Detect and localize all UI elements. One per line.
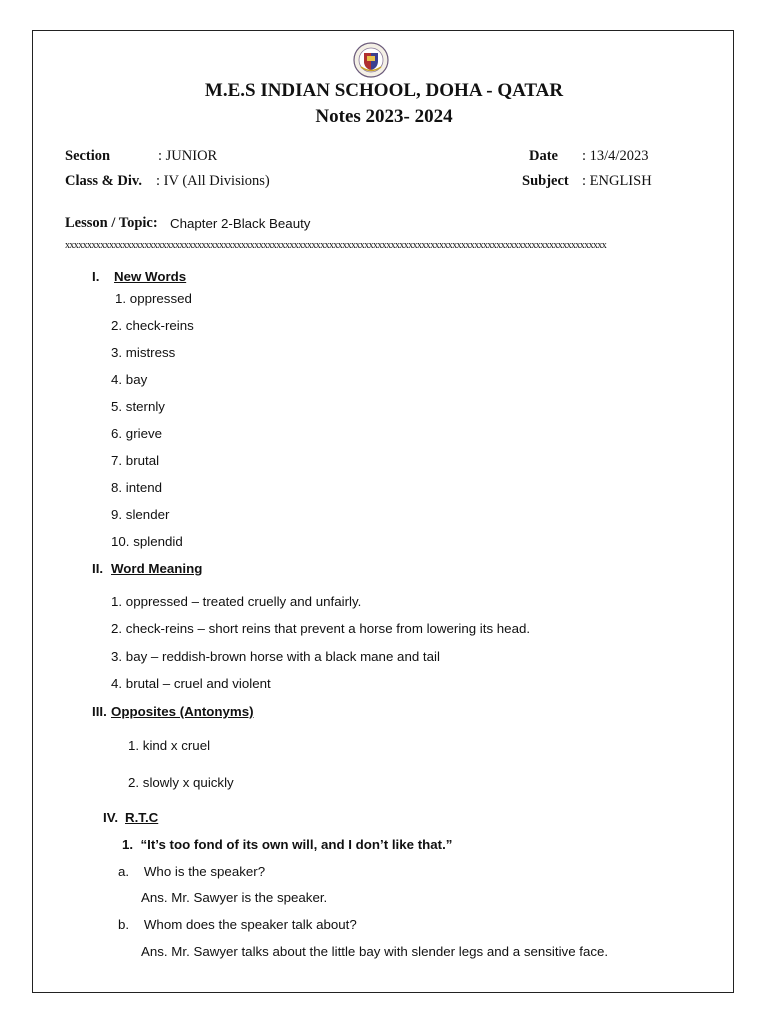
- question-item: a. Who is the speaker?: [118, 864, 266, 879]
- separator-line: xxxxxxxxxxxxxxxxxxxxxxxxxxxxxxxxxxxxxxxxxxxxxxxxxxxxxxxxxxxxxxxxxxxxxxxxxxxxxxxxxxxxxxxxxxxxxxxxxxxxxxxxxxxxxxxxxxxxxxxxxxx: [65, 240, 607, 251]
- date-value: : 13/4/2023: [582, 148, 649, 164]
- list-item: 5. sternly: [111, 399, 165, 414]
- list-item: 2. check-reins – short reins that prevent a horse from lowering its head.: [111, 621, 531, 636]
- lesson-label: Lesson / Topic:: [65, 215, 158, 231]
- school-logo: [353, 42, 389, 78]
- section-i-numeral: I.: [92, 269, 100, 284]
- list-item: 4. bay: [111, 372, 148, 387]
- list-item: 10. splendid: [111, 534, 183, 549]
- word-meaning-heading: Word Meaning: [111, 561, 203, 576]
- date-label: Date: [529, 148, 558, 164]
- list-item: 8. intend: [111, 480, 163, 495]
- list-item: 6. grieve: [111, 426, 163, 441]
- list-item: 1. oppressed: [115, 291, 192, 306]
- answer-item: Ans. Mr. Sawyer is the speaker.: [141, 890, 328, 905]
- list-item: 1. kind x cruel: [128, 738, 211, 753]
- list-item: 2. slowly x quickly: [128, 775, 234, 790]
- class-value: : IV (All Divisions): [156, 173, 270, 189]
- rtc-quote: 1. “It’s too fond of its own will, and I don’t like that.”: [122, 837, 453, 852]
- notes-year: Notes 2023- 2024: [315, 106, 453, 127]
- section-label: Section: [65, 148, 111, 164]
- list-item: 4. brutal – cruel and violent: [111, 676, 271, 691]
- list-item: 9. slender: [111, 507, 170, 522]
- section-iv-numeral: IV.: [103, 810, 119, 825]
- school-name: M.E.S INDIAN SCHOOL, DOHA - QATAR: [204, 80, 564, 101]
- answer-item: Ans. Mr. Sawyer talks about the little bay with slender legs and a sensitive face.: [141, 944, 609, 959]
- subject-label: Subject: [522, 173, 569, 189]
- section-iii-numeral: III.: [92, 704, 107, 719]
- list-item: 1. oppressed – treated cruelly and unfairly.: [111, 594, 362, 609]
- list-item: 3. mistress: [111, 345, 176, 360]
- class-label: Class & Div.: [65, 173, 142, 189]
- opposites-heading: Opposites (Antonyms): [111, 704, 254, 719]
- section-ii-numeral: II.: [92, 561, 104, 576]
- new-words-heading: New Words: [114, 269, 187, 284]
- section-value: : JUNIOR: [158, 148, 218, 164]
- list-item: 7. brutal: [111, 453, 160, 468]
- list-item: 3. bay – reddish-brown horse with a black mane and tail: [111, 649, 440, 664]
- question-item: b. Whom does the speaker talk about?: [118, 917, 357, 932]
- rtc-heading: R.T.C: [125, 810, 159, 825]
- subject-value: : ENGLISH: [582, 173, 652, 189]
- list-item: 2. check-reins: [111, 318, 194, 333]
- lesson-value: Chapter 2-Black Beauty: [170, 216, 311, 231]
